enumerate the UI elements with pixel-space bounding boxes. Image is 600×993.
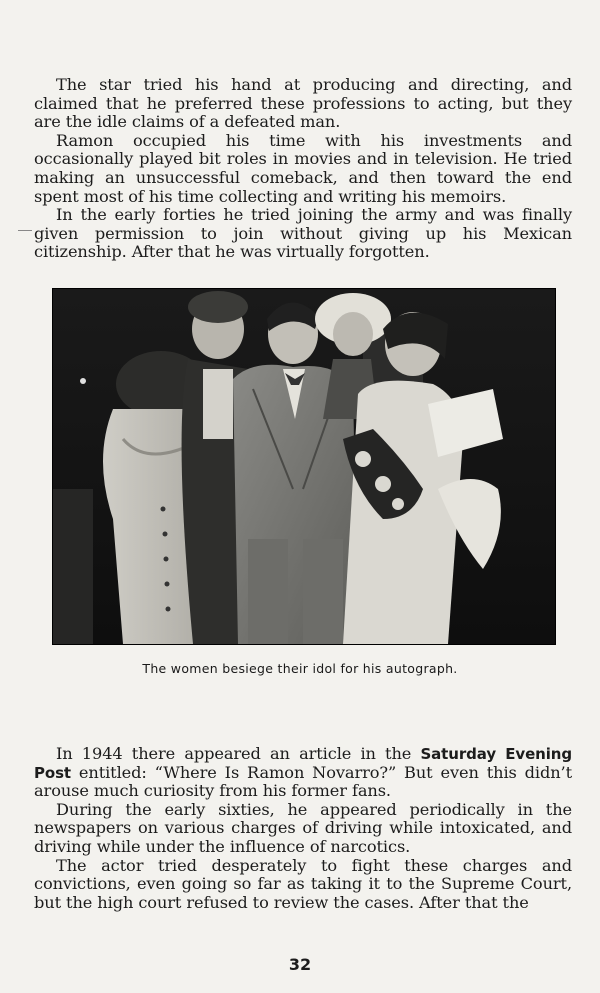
margin-mark	[18, 230, 32, 231]
paragraph-4-start: In 1944 there appeared an article in the	[56, 744, 421, 763]
bottom-text-block	[34, 745, 572, 912]
paragraph-4-end: entitled: “Where Is Ramon Novarro?” But even this didn’t arouse much curiosity from his former fans.	[34, 762, 572, 801]
paragraph-1: The star tried his hand at producing and directing, and claimed that he preferred these professions to acting, but they are the idle claims of a defeated man.	[34, 75, 572, 132]
paragraph-6: The actor tried desperately to fight these charges and convictions, even going so far as taking it to the Supreme Court, but the high court refused to review the cases. After that the	[34, 855, 572, 912]
top-text-block	[34, 76, 572, 262]
photo-illustration	[53, 289, 555, 644]
paragraph-2: Ramon occupied his time with his investments and occasionally played bit roles in movies and in television. He tried making an unsuccessful comeback, and then toward the end spent most of his time collecting and writing his memoirs.	[34, 130, 572, 206]
page-number: 32	[288, 955, 312, 974]
photo-caption: The women besiege their idol for his autograph.	[142, 661, 458, 676]
paragraph-5: During the early sixties, he appeared periodically in the newspapers on various charges of driving while intoxicated, and driving while under the influence of narcotics.	[34, 799, 572, 856]
photograph	[52, 288, 556, 645]
magazine-title: Saturday Evening Post	[34, 745, 573, 782]
paragraph-3: In the early forties he tried joining the army and was finally given permission to join without giving up his Mexican citizenship. After that he was virtually forgotten.	[34, 205, 572, 262]
paragraph-4	[34, 745, 572, 801]
